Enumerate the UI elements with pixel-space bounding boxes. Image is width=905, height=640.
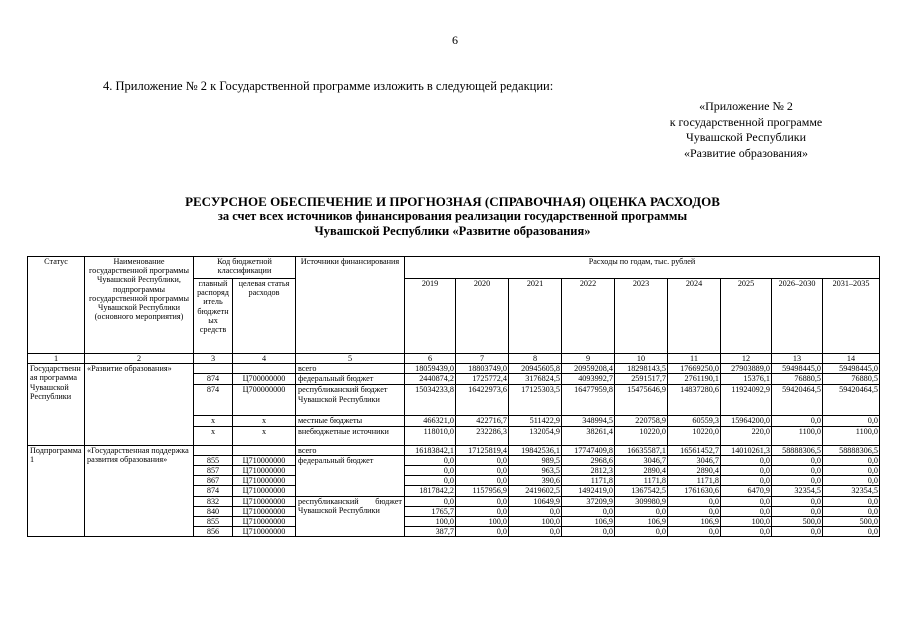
value-cell: 16183842,1 (405, 445, 456, 455)
title-line: за счет всех источников финансирования реализации государственной программы (217, 209, 688, 223)
value-cell: 0,0 (721, 506, 772, 516)
value-cell: 0,0 (405, 455, 456, 465)
value-cell: 17125303,5 (509, 385, 562, 416)
value-cell: 18059439,0 (405, 364, 456, 374)
program-name: «Развитие образования» (85, 364, 194, 445)
main-manager-code: 857 (194, 466, 233, 476)
target-article-code: Ц710000000 (233, 455, 296, 465)
title-line: Чувашской Республики «Развитие образования» (314, 224, 591, 238)
value-cell: 16422973,6 (456, 385, 509, 416)
column-number: 2 (85, 354, 194, 364)
funding-source: местные бюджеты (296, 416, 405, 426)
value-cell: 232286,3 (456, 426, 509, 445)
value-cell: 76880,5 (772, 374, 823, 385)
value-cell: 32354,5 (823, 486, 880, 496)
value-cell: 100,0 (405, 517, 456, 527)
value-cell: 38261,4 (562, 426, 615, 445)
value-cell: 1171,8 (615, 476, 668, 486)
value-cell: 0,0 (721, 496, 772, 506)
value-cell: 0,0 (562, 527, 615, 537)
value-cell: 4093992,7 (562, 374, 615, 385)
value-cell: 0,0 (405, 496, 456, 506)
main-manager-code: 874 (194, 486, 233, 496)
target-article-code: Ц700000000 (233, 385, 296, 416)
title-line: РЕСУРСНОЕ ОБЕСПЕЧЕНИЕ И ПРОГНОЗНАЯ (СПРАВОЧНАЯ) ОЦЕНКА РАСХОДОВ (185, 194, 720, 209)
value-cell: 17125819,4 (456, 445, 509, 455)
value-cell: 76880,5 (823, 374, 880, 385)
value-cell: 58888306,5 (772, 445, 823, 455)
value-cell: 2591517,7 (615, 374, 668, 385)
value-cell: 0,0 (721, 476, 772, 486)
value-cell: 16561452,7 (668, 445, 721, 455)
value-cell: 0,0 (456, 527, 509, 537)
value-cell: 0,0 (823, 476, 880, 486)
value-cell: 11924092,9 (721, 385, 772, 416)
document-title (0, 194, 905, 239)
value-cell: 500,0 (823, 517, 880, 527)
value-cell: 58888306,5 (823, 445, 880, 455)
value-cell: 220758,9 (615, 416, 668, 426)
main-manager-code: 832 (194, 496, 233, 506)
value-cell: 1100,0 (772, 426, 823, 445)
column-number: 8 (509, 354, 562, 364)
value-cell: 2440874,2 (405, 374, 456, 385)
main-manager-code: 856 (194, 527, 233, 537)
value-cell: 1725772,4 (456, 374, 509, 385)
target-article-code: Ц710000000 (233, 527, 296, 537)
value-cell: 19842536,1 (509, 445, 562, 455)
value-cell: 106,9 (562, 517, 615, 527)
main-manager-code: 874 (194, 374, 233, 385)
value-cell: 0,0 (456, 466, 509, 476)
table-header-row (28, 257, 880, 279)
value-cell: 0,0 (772, 455, 823, 465)
value-cell: 0,0 (823, 466, 880, 476)
value-cell: 106,9 (668, 517, 721, 527)
value-cell: 2968,6 (562, 455, 615, 465)
value-cell: 963,5 (509, 466, 562, 476)
value-cell: 0,0 (772, 506, 823, 516)
subprogram-name: «Государственная поддержка развития образования» (85, 445, 194, 537)
value-cell: 0,0 (668, 506, 721, 516)
value-cell: 0,0 (509, 506, 562, 516)
column-number: 13 (772, 354, 823, 364)
column-number: 10 (615, 354, 668, 364)
value-cell: 15376,1 (721, 374, 772, 385)
value-cell: 0,0 (721, 455, 772, 465)
value-cell: 59498445,0 (772, 364, 823, 374)
value-cell: 0,0 (615, 527, 668, 537)
value-cell: 2812,3 (562, 466, 615, 476)
value-cell: 1100,0 (823, 426, 880, 445)
main-manager-code: 840 (194, 506, 233, 516)
subprogram-status: Подпрограмма 1 (28, 445, 85, 537)
header-year: 2021 (509, 279, 562, 354)
value-cell: 0,0 (615, 506, 668, 516)
value-cell: 0,0 (509, 527, 562, 537)
value-cell: 0,0 (823, 527, 880, 537)
target-article-code (233, 364, 296, 374)
value-cell: 16635587,1 (615, 445, 668, 455)
header-year: 2022 (562, 279, 615, 354)
target-article-code: x (233, 416, 296, 426)
value-cell: 0,0 (562, 506, 615, 516)
target-article-code: Ц700000000 (233, 374, 296, 385)
value-cell: 511422,9 (509, 416, 562, 426)
value-cell: 18298143,5 (615, 364, 668, 374)
value-cell: 0,0 (405, 466, 456, 476)
value-cell: 106,9 (615, 517, 668, 527)
value-cell: 20945605,8 (509, 364, 562, 374)
value-cell: 59498445,0 (823, 364, 880, 374)
value-cell: 0,0 (772, 496, 823, 506)
funding-source: всего (296, 445, 405, 455)
main-manager-code: 855 (194, 455, 233, 465)
value-cell: 0,0 (668, 527, 721, 537)
funding-source: республиканский бюджет Чувашской Республики (296, 496, 405, 537)
value-cell: 14837280,6 (668, 385, 721, 416)
value-cell: 14010261,3 (721, 445, 772, 455)
value-cell: 59420464,5 (772, 385, 823, 416)
value-cell: 0,0 (456, 496, 509, 506)
value-cell: 0,0 (405, 476, 456, 486)
value-cell: 1171,8 (562, 476, 615, 486)
value-cell: 3046,7 (615, 455, 668, 465)
header-year: 2026–2030 (772, 279, 823, 354)
header-target-article: целевая статья расходов (233, 279, 296, 354)
main-manager-code: 867 (194, 476, 233, 486)
main-manager-code (194, 445, 233, 455)
target-article-code: x (233, 426, 296, 445)
column-number: 12 (721, 354, 772, 364)
value-cell: 27903889,0 (721, 364, 772, 374)
program-status: Государственная программа Чувашской Республики (28, 364, 85, 445)
column-number: 6 (405, 354, 456, 364)
target-article-code: Ц710000000 (233, 466, 296, 476)
value-cell: 989,5 (509, 455, 562, 465)
value-cell: 0,0 (456, 506, 509, 516)
header-year: 2031–2035 (823, 279, 880, 354)
value-cell: 37209,9 (562, 496, 615, 506)
value-cell: 1492419,0 (562, 486, 615, 496)
value-cell: 0,0 (772, 527, 823, 537)
column-number: 1 (28, 354, 85, 364)
header-main-manager: главный распорядитель бюджетных средств (194, 279, 233, 354)
value-cell: 0,0 (772, 476, 823, 486)
table-row (28, 445, 880, 455)
column-number: 11 (668, 354, 721, 364)
page-number: 6 (452, 33, 458, 47)
value-cell: 466321,0 (405, 416, 456, 426)
value-cell: 10649,9 (509, 496, 562, 506)
main-manager-code (194, 364, 233, 374)
value-cell: 15034233,8 (405, 385, 456, 416)
target-article-code (233, 445, 296, 455)
header-expenses: Расходы по годам, тыс. рублей (405, 257, 880, 279)
value-cell: 2419602,5 (509, 486, 562, 496)
value-cell: 0,0 (721, 527, 772, 537)
table-row (28, 364, 880, 374)
value-cell: 59420464,5 (823, 385, 880, 416)
value-cell: 100,0 (509, 517, 562, 527)
header-year: 2023 (615, 279, 668, 354)
appendix-note (651, 99, 841, 161)
funding-source: федеральный бюджет (296, 455, 405, 496)
value-cell: 309980,9 (615, 496, 668, 506)
value-cell: 0,0 (668, 496, 721, 506)
expense-table (27, 256, 880, 537)
value-cell: 1367542,5 (615, 486, 668, 496)
column-number: 14 (823, 354, 880, 364)
appendix-line: «Развитие образования» (683, 145, 809, 160)
main-manager-code: x (194, 426, 233, 445)
header-year: 2020 (456, 279, 509, 354)
column-number: 7 (456, 354, 509, 364)
value-cell: 132054,9 (509, 426, 562, 445)
funding-source: федеральный бюджет (296, 374, 405, 385)
value-cell: 10220,0 (615, 426, 668, 445)
value-cell: 100,0 (456, 517, 509, 527)
value-cell: 1817842,2 (405, 486, 456, 496)
value-cell: 18803749,0 (456, 364, 509, 374)
header-year: 2025 (721, 279, 772, 354)
value-cell: 32354,5 (772, 486, 823, 496)
value-cell: 0,0 (823, 455, 880, 465)
target-article-code: Ц710000000 (233, 506, 296, 516)
appendix-line: к государственной программе (669, 114, 823, 129)
value-cell: 60559,3 (668, 416, 721, 426)
target-article-code: Ц710000000 (233, 486, 296, 496)
column-number: 4 (233, 354, 296, 364)
appendix-line: «Приложение № 2 (699, 99, 793, 113)
value-cell: 2761190,1 (668, 374, 721, 385)
value-cell: 390,6 (509, 476, 562, 486)
value-cell: 0,0 (772, 466, 823, 476)
value-cell: 0,0 (456, 455, 509, 465)
value-cell: 16477959,8 (562, 385, 615, 416)
funding-source: республиканский бюджет Чувашской Республики (296, 385, 405, 416)
header-status: Статус (28, 257, 85, 354)
value-cell: 0,0 (721, 466, 772, 476)
value-cell: 15475646,9 (615, 385, 668, 416)
value-cell: 2890,4 (668, 466, 721, 476)
value-cell: 2890,4 (615, 466, 668, 476)
target-article-code: Ц710000000 (233, 496, 296, 506)
value-cell: 15964200,0 (721, 416, 772, 426)
funding-source: всего (296, 364, 405, 374)
value-cell: 0,0 (772, 416, 823, 426)
value-cell: 17747409,8 (562, 445, 615, 455)
header-name: Наименование государственной программы Чувашской Республики, подпрограммы государственной программы Чувашской Республики (основного мероприятия) (85, 257, 194, 354)
funding-source: внебюджетные источники (296, 426, 405, 445)
header-year: 2019 (405, 279, 456, 354)
target-article-code: Ц710000000 (233, 517, 296, 527)
value-cell: 10220,0 (668, 426, 721, 445)
value-cell: 0,0 (823, 416, 880, 426)
value-cell: 20959208,4 (562, 364, 615, 374)
column-number-row (28, 354, 880, 364)
value-cell: 500,0 (772, 517, 823, 527)
value-cell: 0,0 (456, 476, 509, 486)
value-cell: 348994,5 (562, 416, 615, 426)
value-cell: 118010,0 (405, 426, 456, 445)
value-cell: 387,7 (405, 527, 456, 537)
column-number: 5 (296, 354, 405, 364)
value-cell: 1171,8 (668, 476, 721, 486)
value-cell: 1765,7 (405, 506, 456, 516)
value-cell: 0,0 (823, 506, 880, 516)
value-cell: 3046,7 (668, 455, 721, 465)
value-cell: 1761630,6 (668, 486, 721, 496)
main-manager-code: 855 (194, 517, 233, 527)
column-number: 3 (194, 354, 233, 364)
value-cell: 17669250,0 (668, 364, 721, 374)
header-code: Код бюджетной классификации (194, 257, 296, 279)
value-cell: 100,0 (721, 517, 772, 527)
intro-text: 4. Приложение № 2 к Государственной программе изложить в следующей редакции: (103, 79, 554, 93)
column-number: 9 (562, 354, 615, 364)
appendix-line: Чувашской Республики (685, 130, 807, 144)
main-manager-code: 874 (194, 385, 233, 416)
value-cell: 422716,7 (456, 416, 509, 426)
value-cell: 220,0 (721, 426, 772, 445)
header-source: Источники финансирования (296, 257, 405, 354)
value-cell: 3176824,5 (509, 374, 562, 385)
value-cell: 0,0 (823, 496, 880, 506)
value-cell: 1157956,9 (456, 486, 509, 496)
main-manager-code: x (194, 416, 233, 426)
target-article-code: Ц710000000 (233, 476, 296, 486)
header-year: 2024 (668, 279, 721, 354)
value-cell: 6470,9 (721, 486, 772, 496)
